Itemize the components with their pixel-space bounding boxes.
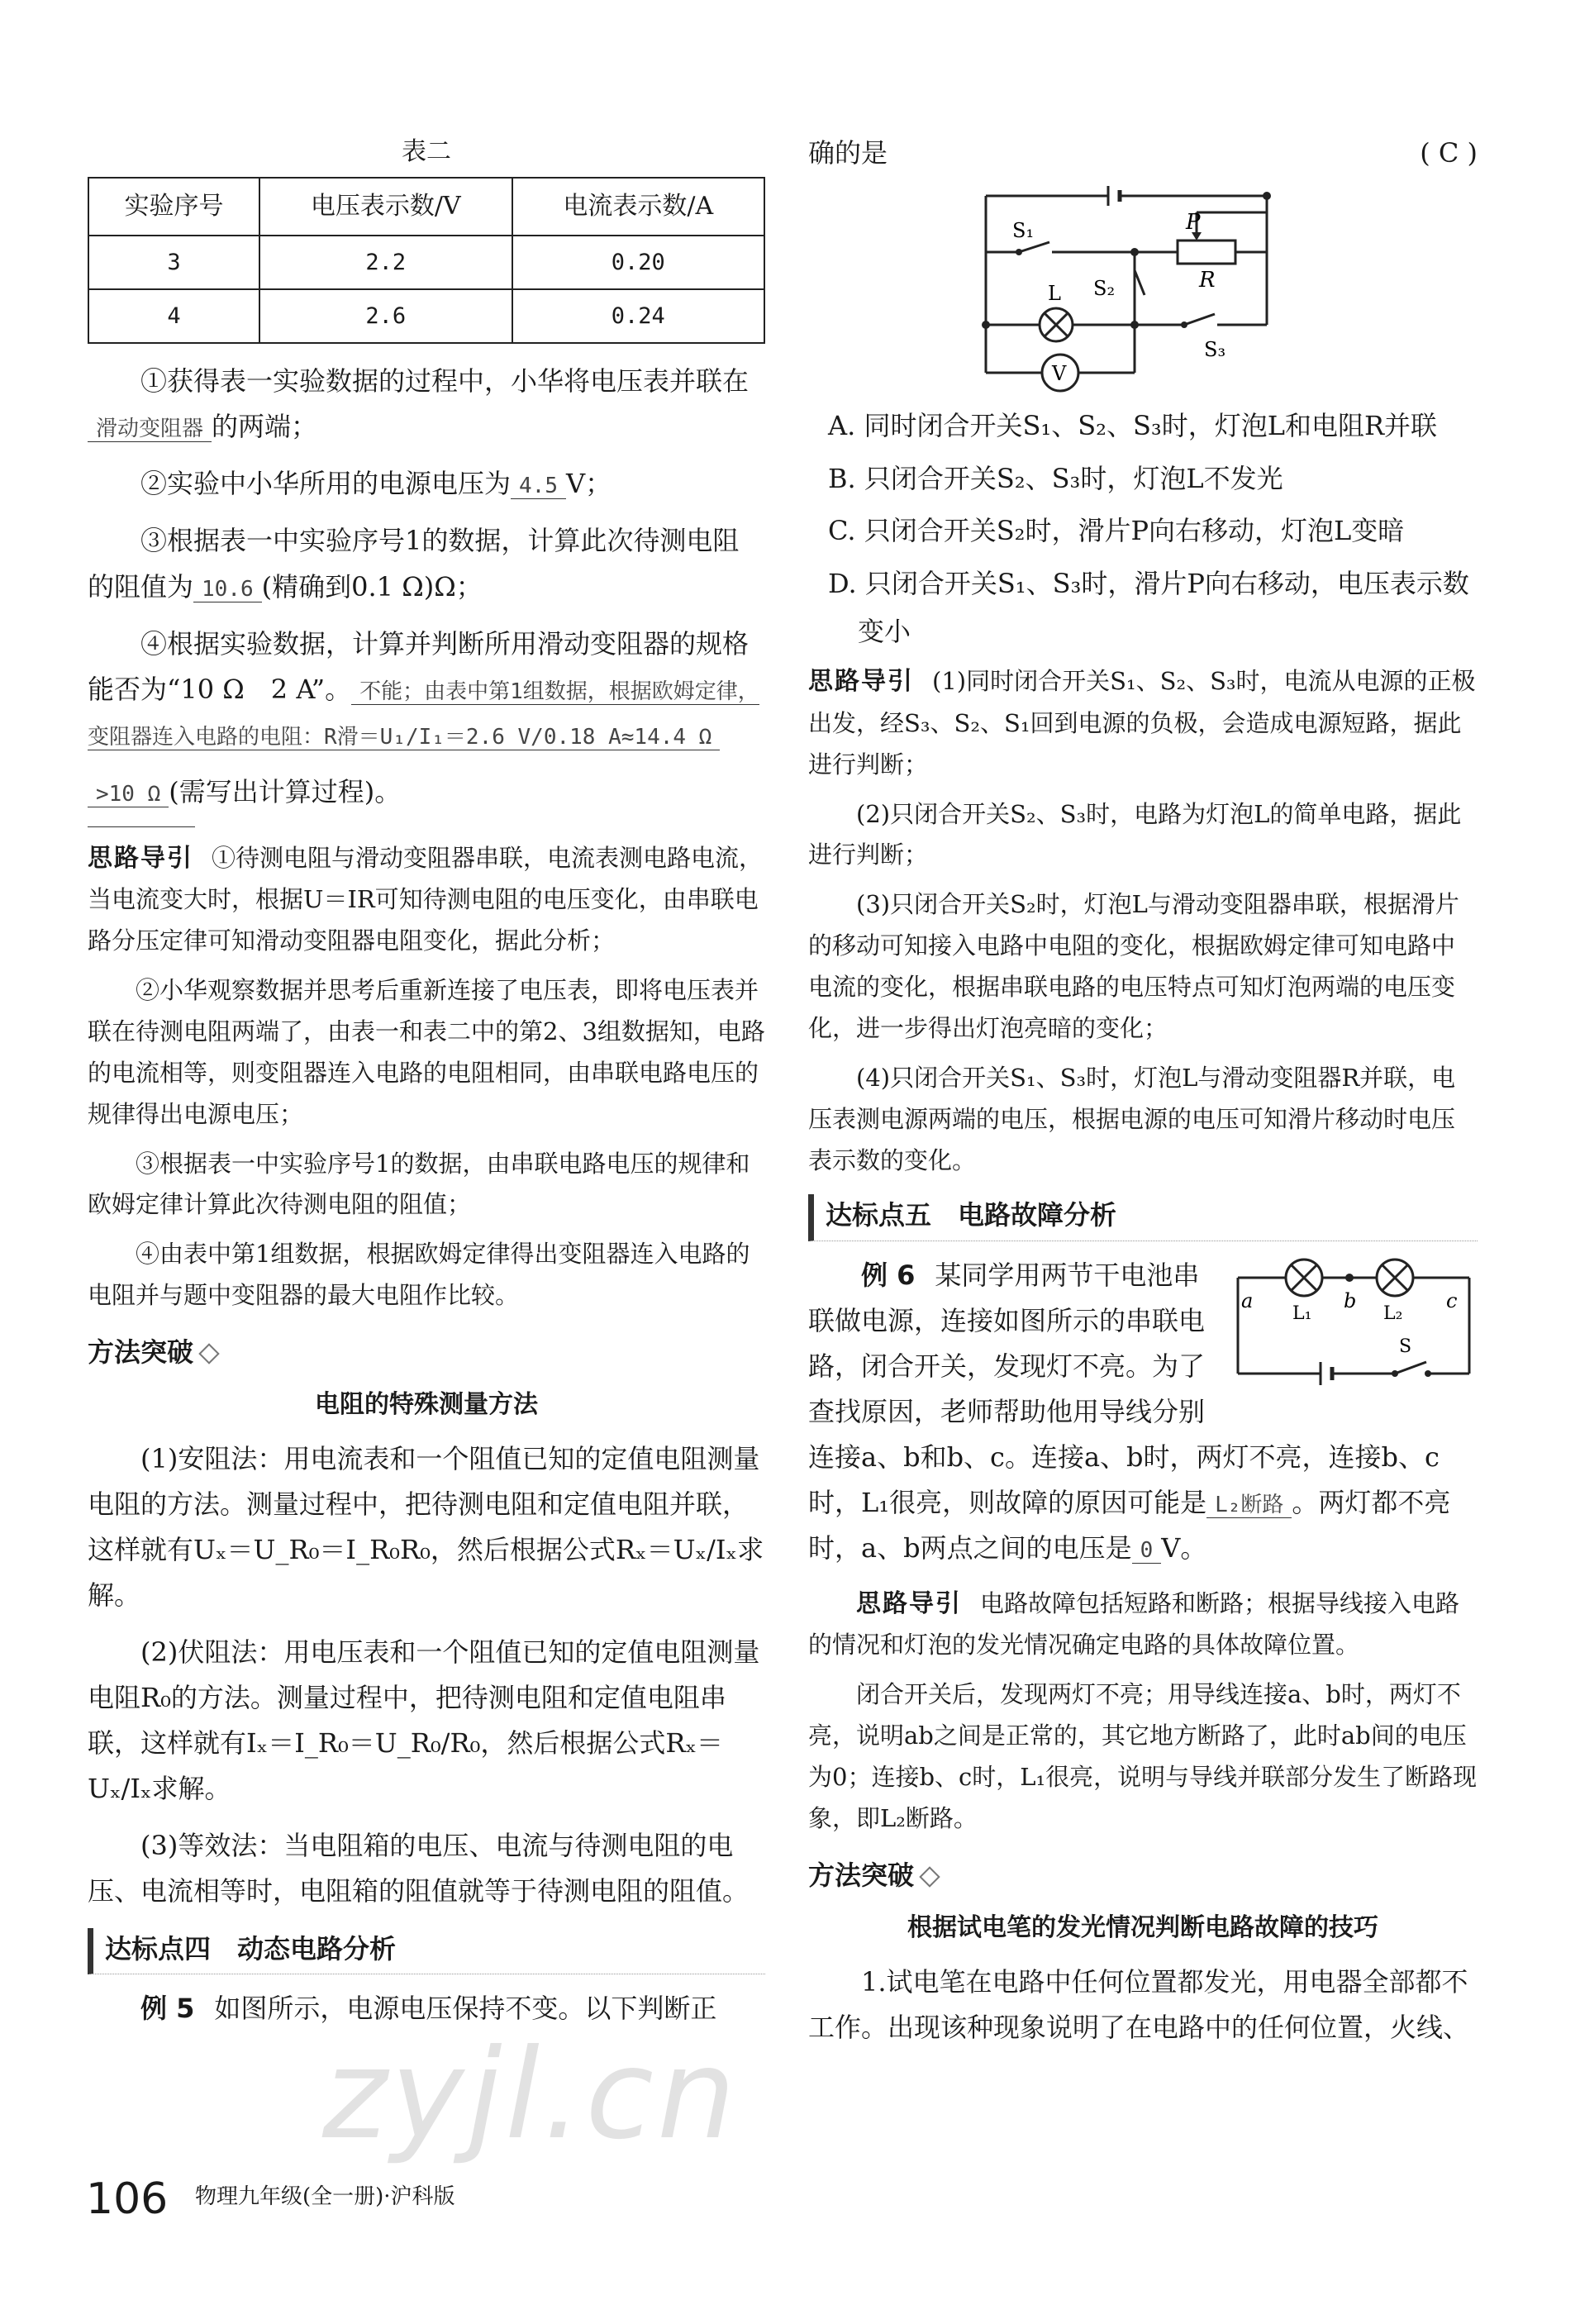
answer-blank: 滑动变阻器: [88, 417, 212, 442]
example-6: a b c L₁ L₂ S 例 6 某同学用两节干电池串联做电源，连接如图所示的串联电路，闭合开关，发现灯不亮。为了查找原因，老师帮助他用导线分别连接a、b和b、c。连接a、b时，两灯不亮，连接b、c时，L₁很亮，则故障的原因可能是 L₂断路 。两灯都不亮时，a、b两点之间的电压是 0 V。: [808, 1253, 1478, 1583]
hint-paragraph: ③根据表一中实验序号1的数据，由串联电路电压的规律和欧姆定律计算此次待测电阻的阻值；: [88, 1149, 750, 1219]
table-cell: 2.2: [259, 236, 512, 289]
hint-paragraph: ④由表中第1组数据，根据欧姆定律得出变阻器连入电路的电阻并与题中变阻器的最大电阻作比较。: [88, 1240, 750, 1310]
circuit-diagram-example-5: [969, 179, 1316, 394]
table-header-cell: 实验序号: [88, 178, 259, 236]
watermark: zyjl.cn: [322, 2023, 740, 2167]
label-l2: L₂: [1383, 1302, 1403, 1324]
page-number: 106: [86, 2174, 169, 2224]
hint-paragraph: (4)只闭合开关S₁、S₃时，灯泡L与滑动变阻器R并联，电压表测电源两端的电压，根据电源的电压可知滑片移动时电压表示数的变化。: [808, 1063, 1456, 1174]
answer-blank: 4.5: [511, 474, 566, 499]
label-r: R: [1199, 268, 1216, 293]
table-row: [88, 289, 764, 343]
example-label: 例 5: [140, 1992, 195, 2024]
example-label: 例 6: [861, 1259, 916, 1291]
answer-blank: 不能；由表中第1组数据，根据欧姆定律，变阻器连入电路的电阻：R滑＝U₁/I₁＝2.6 V/0.18 A≈14.4 Ω: [88, 679, 759, 750]
table-row: [88, 236, 764, 289]
label-s: S: [1399, 1336, 1412, 1357]
hint-label: 思路导引: [88, 843, 193, 873]
answer-blank: 10.6: [193, 577, 262, 602]
hint-paragraph: (2)只闭合开关S₂、S₃时，电路为灯泡L的简单电路，据此进行判断；: [808, 799, 1462, 869]
method-paragraph: (2)伏阻法：用电压表和一个阻值已知的定值电阻测量电阻R₀的方法。测量过程中，把待测电阻和定值电阻串联，这样就有Iₓ＝I_R₀＝U_R₀/R₀，然后根据公式Rₓ＝Uₓ/Iₓ求解。: [88, 1636, 760, 1805]
answer-blank: L₂断路: [1206, 1493, 1292, 1518]
right-column: [808, 132, 1478, 2062]
question-1: ①获得表一实验数据的过程中，小华将电压表并联在滑动变阻器 的两端；: [88, 359, 765, 450]
option-d: D. 只闭合开关S₁、S₃时，滑片P向右移动，电压表示数变小: [828, 567, 1469, 647]
method-paragraph: (3)等效法：当电阻箱的电压、电流与待测电阻的电压、电流相等时，电阻箱的阻值就等于待测电阻的阻值。: [88, 1830, 750, 1907]
label-b: b: [1344, 1288, 1357, 1312]
example-5-cont: 确的是 ( C ): [808, 132, 1478, 174]
option-a: A. 同时闭合开关S₁、S₂、S₃时，灯泡L和电阻R并联: [828, 410, 1438, 442]
table-cell: 4: [88, 289, 259, 343]
method-title: 方法突破: [808, 1855, 1478, 1897]
circuit-diagram-example-6: [1230, 1253, 1478, 1393]
hint-label: 思路导引: [808, 667, 914, 697]
question-4-cont: >10 Ω (需写出计算过程)。: [88, 769, 765, 815]
question-2: ②实验中小华所用的电源电压为 4.5 V；: [140, 468, 612, 500]
label-l1: L₁: [1292, 1302, 1312, 1324]
table-cell: 2.6: [259, 289, 512, 343]
question-4: ④根据实验数据，计算并判断所用滑动变阻器的规格能否为“10 Ω 2 A”。 不能；由表中第1组数据，根据欧姆定律，变阻器连入电路的电阻：R滑＝U₁/I₁＝2.6 V/0.18 A≈14.4 Ω: [88, 627, 759, 750]
hint-paragraph: ②小华观察数据并思考后重新连接了电压表，即将电压表并联在待测电阻两端了，由表一和表二中的第2、3组数据知，电路的电流相等，则变阻器连入电路的电阻相同，由串联电路电压的规律得出电源电压；: [88, 976, 765, 1128]
answer-choice: ( C ): [1420, 137, 1478, 169]
hint-block-3: 思路导引 电路故障包括短路和断路；根据导线接入电路的情况和灯泡的发光情况确定电路的具体故障位置。: [808, 1588, 1460, 1660]
table-caption: 表二: [402, 137, 451, 166]
method-paragraph: (1)安阻法：用电流表和一个阻值已知的定值电阻测量电阻的方法。测量过程中，把待测电阻和定值电阻并联，这样就有Uₓ＝U_R₀＝I_R₀R₀，然后根据公式Rₓ＝Uₓ/Iₓ求解。: [88, 1443, 764, 1612]
method-subtitle: 电阻的特殊测量方法: [315, 1390, 538, 1420]
section-title-4: 达标点四 动态电路分析: [88, 1928, 765, 1974]
label-s2: S₂: [1093, 277, 1116, 301]
hint-paragraph: 闭合开关后，发现两灯不亮；用导线连接a、b时，两灯不亮，说明ab之间是正常的，其它地方断路了，此时ab间的电压为0；连接b、c时，L₁很亮，说明与导线并联部分发生了断路现象，即L₂断路。: [808, 1680, 1478, 1832]
label-s3: S₃: [1204, 338, 1226, 362]
table-header-row: [88, 178, 764, 236]
answer-blank: >10 Ω: [88, 782, 169, 807]
hint-block-2: 思路导引 (1)同时闭合开关S₁、S₂、S₃时，电流从电源的正极出发，经S₃、S₂、S₁回到电源的负极，会造成电源短路，据此进行判断；: [808, 667, 1476, 779]
method-paragraph: 1.试电笔在电路中任何位置都发光，用电器全部都不工作。出现该种现象说明了在电路中的任何位置，火线、: [808, 1965, 1470, 2043]
method-title: 方法突破: [88, 1331, 765, 1374]
hint-label: 思路导引: [856, 1588, 962, 1618]
option-c: C. 只闭合开关S₂时，滑片P向右移动，灯泡L变暗: [828, 515, 1405, 547]
section-title-5: 达标点五 电路故障分析: [808, 1194, 1478, 1241]
table-header-cell: 电压表示数/V: [259, 178, 512, 236]
label-v: V: [1052, 362, 1067, 386]
diamond-icon: [919, 1866, 940, 1887]
table-cell: 3: [88, 236, 259, 289]
label-a: a: [1241, 1288, 1254, 1312]
divider: [88, 826, 195, 827]
book-title-footer: 物理九年级(全一册)·沪科版: [195, 2184, 455, 2209]
table-cell: 0.20: [512, 236, 764, 289]
method-subtitle: 根据试电笔的发光情况判断电路故障的技巧: [907, 1912, 1378, 1942]
option-b: B. 只闭合开关S₂、S₃时，灯泡L不发光: [828, 462, 1283, 494]
hint-block-1: 思路导引 ①待测电阻与滑动变阻器串联，电流表测电路电流，当电流变大时，根据U＝IR可知待测电阻的电压变化，由串联电路分压定律可知滑动变阻器电阻变化，据此分析；: [88, 843, 764, 955]
table-cell: 0.24: [512, 289, 764, 343]
label-p: P: [1186, 210, 1201, 236]
table-header-cell: 电流表示数/A: [512, 178, 764, 236]
answer-blank: 0: [1132, 1538, 1162, 1564]
example-5: 例 5 如图所示，电源电压保持不变。以下判断正: [140, 1992, 717, 2024]
question-3: ③根据表一中实验序号1的数据，计算此次待测电阻的阻值为 10.6 (精确到0.1 Ω)Ω；: [88, 525, 740, 602]
hint-paragraph: (3)只闭合开关S₂时，灯泡L与滑动变阻器串联，根据滑片的移动可知接入电路中电阻的变化，根据欧姆定律可知电路中电流的变化，根据串联电路的电压特点可知灯泡两端的电压变化，进一步得出灯泡亮暗的变化；: [808, 890, 1459, 1042]
label-l: L: [1048, 282, 1061, 306]
label-s1: S₁: [1012, 219, 1035, 243]
diamond-icon: [198, 1343, 219, 1364]
label-c: c: [1446, 1288, 1458, 1312]
left-column: [88, 132, 765, 2043]
data-table: [88, 177, 765, 344]
